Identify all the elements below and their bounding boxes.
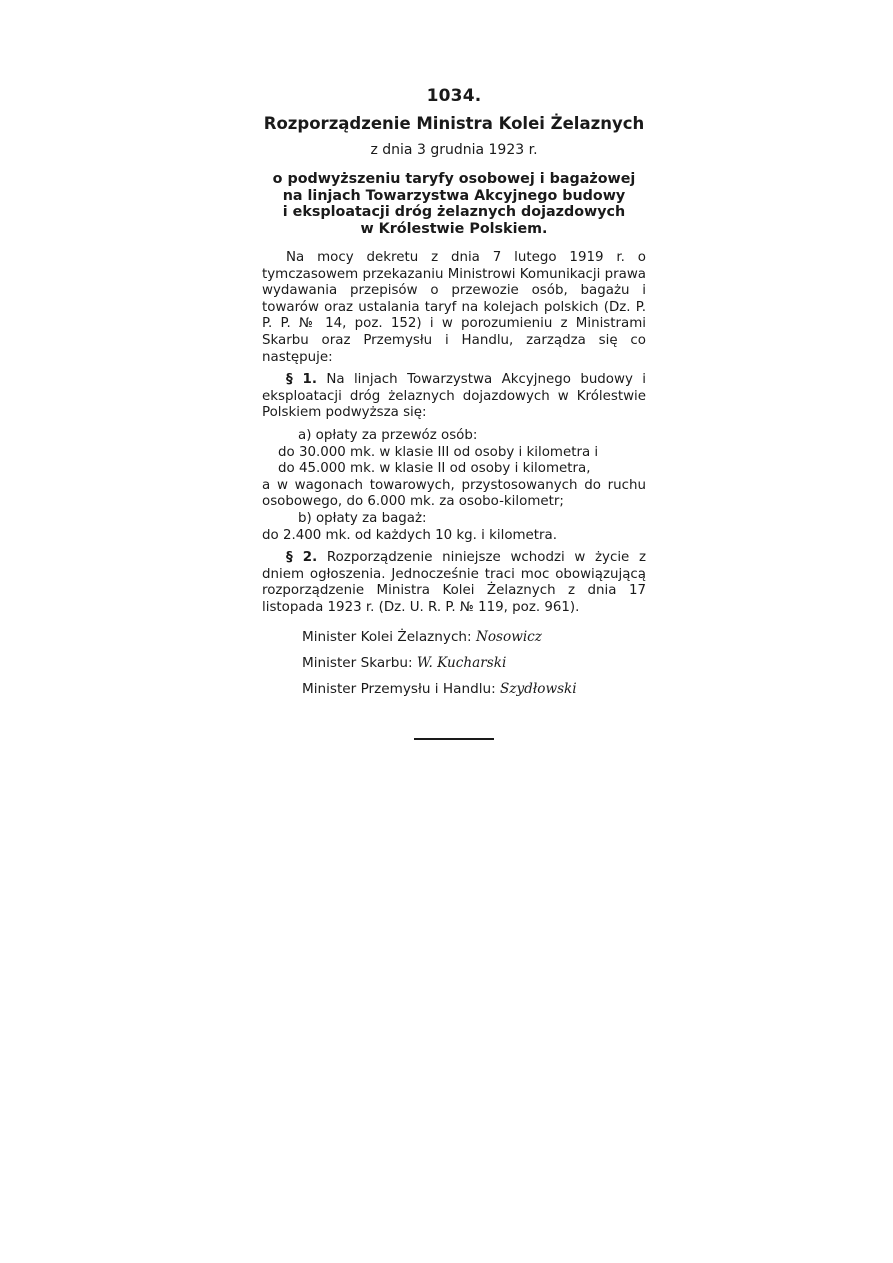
act-body	[262, 250, 646, 616]
document-column	[262, 86, 646, 702]
subject-line: na linjach Towarzystwa Akcyjnego budowy	[282, 187, 626, 204]
closing-divider	[414, 738, 494, 740]
signature-name: Nosowicz	[475, 629, 542, 646]
signature-line	[302, 624, 646, 650]
signature-name: W. Kucharski	[416, 655, 507, 672]
signatures	[262, 624, 646, 702]
signature-role: Minister Przemysłu i Handlu:	[302, 681, 496, 698]
act-subject	[262, 171, 646, 237]
signature-line	[302, 650, 646, 676]
item-a-line: do 45.000 mk. w klasie II od osoby i kilometra,	[278, 461, 591, 477]
item-a-label: a) opłaty za przewóz osób:	[298, 427, 478, 443]
act-date: z dnia 3 grudnia 1923 r.	[370, 142, 538, 158]
section-2	[262, 550, 646, 616]
section-2-mark: § 2.	[286, 550, 318, 566]
item-a-line: do 30.000 mk. w klasie III od osoby i kilometra i	[278, 444, 599, 460]
signature-role: Minister Skarbu:	[302, 655, 413, 672]
act-number: 1034.	[426, 86, 482, 106]
section-1-items	[262, 428, 646, 544]
section-1-text: Na linjach Towarzystwa Akcyjnego budowy i eksploatacji dróg żelaznych dojazdowych w Królestwie Polskiem podwyższa się:	[262, 372, 646, 421]
signature-line	[302, 676, 646, 702]
item-b-line: do 2.400 mk. od każdych 10 kg. i kilometra.	[262, 527, 558, 543]
subject-line: i eksploatacji dróg żelaznych dojazdowych	[282, 204, 626, 220]
section-1-mark: § 1.	[286, 372, 317, 388]
subject-line: o podwyższeniu taryfy osobowej i bagażowej	[272, 171, 636, 187]
act-title: Rozporządzenie Ministra Kolei Żelaznych	[263, 114, 645, 133]
item-b-label: b) opłaty za bagaż:	[298, 510, 427, 526]
signature-name: Szydłowski	[500, 681, 577, 698]
subject-line: w Królestwie Polskiem.	[360, 220, 548, 237]
signature-role: Minister Kolei Żelaznych:	[302, 629, 472, 646]
section-2-text: Rozporządzenie niniejsze wchodzi w życie z dniem ogłoszenia. Jednocześnie traci moc obowiązującą rozporządzenie Ministra Kolei Żelaznych z dnia 17 listopada 1923 r. (Dz. U. R. P. № 119, poz. 961).	[262, 550, 646, 615]
section-1	[262, 372, 646, 422]
preamble: Na mocy dekretu z dnia 7 lutego 1919 r. o tymczasowem przekazaniu Ministrowi Komunikacji prawa wydawania przepisów o przewozie osób, bagażu i towarów oraz ustalania taryf na kolejach polskich (Dz. P. P. P. № 14, poz. 152) i w porozumieniu z Ministrami Skarbu oraz Przemysłu i Handlu, zarządza się co następuje:	[262, 250, 646, 365]
item-a-line: a w wagonach towarowych, przystosowanych do ruchu osobowego, do 6.000 mk. za osobo-kilometr;	[262, 477, 646, 510]
